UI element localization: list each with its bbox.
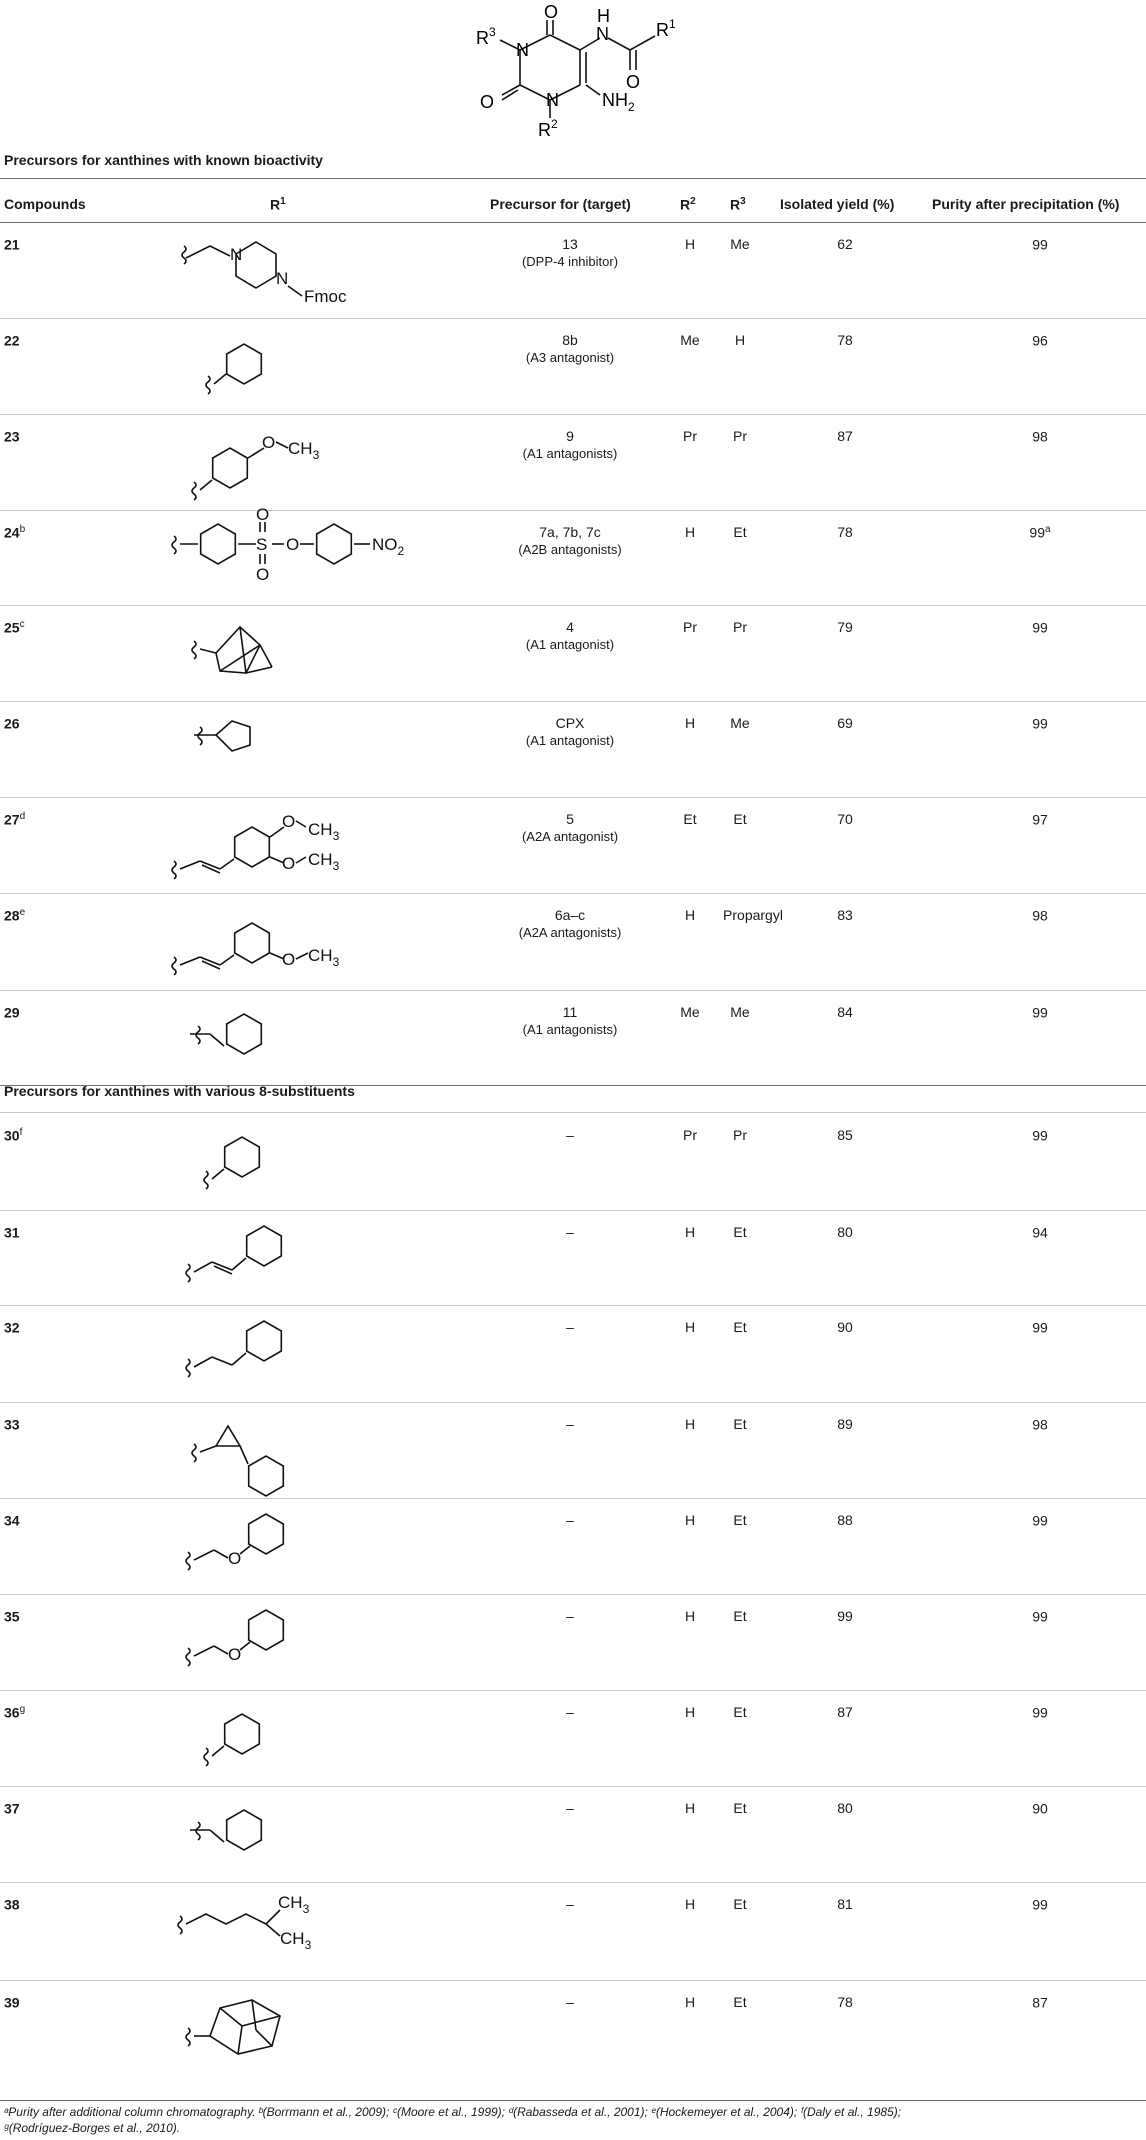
svg-text:O: O: [282, 854, 296, 873]
header-r1: $R^1$: [270, 196, 286, 213]
compound-id: 28e: [4, 907, 26, 924]
table-row: [0, 1786, 1146, 1882]
purity-cell: 99: [1032, 1608, 1048, 1625]
section-known-bioactivity: Precursors for xanthines with known bioactivity: [4, 152, 323, 168]
r1-structure-drawing: [180, 1886, 480, 1976]
compound-id: 34: [4, 1512, 20, 1529]
table-row: [0, 605, 1146, 701]
target-cell: –: [566, 1896, 574, 1912]
carbonyl-o-left: O: [480, 92, 495, 112]
purity-cell: 98: [1032, 907, 1048, 924]
r1-structure: [180, 1790, 480, 1880]
target-cell: CPX (A1 antagonist): [525, 715, 615, 748]
svg-text:O: O: [282, 812, 296, 831]
yield-cell: 90: [837, 1319, 853, 1335]
r1-structure-drawing: [180, 994, 480, 1084]
r3-cell: Et: [733, 1704, 747, 1720]
r3-cell: Et: [733, 1608, 747, 1624]
r1-structure-drawing: [180, 609, 480, 699]
compound-id: 33: [4, 1416, 20, 1433]
yield-cell: 78: [837, 332, 853, 348]
table-row: [0, 505, 1146, 605]
compound-id: 24$^b$: [4, 524, 26, 541]
yield-cell: 78: [837, 524, 853, 540]
table-row: [0, 318, 1146, 414]
r3-cell: Et: [733, 1319, 747, 1335]
r1-structure-drawing: [180, 505, 480, 604]
r1-structure-drawing: [180, 801, 480, 891]
table-row: [0, 1210, 1146, 1305]
r2-cell: H: [684, 1608, 696, 1624]
table-row: [0, 990, 1146, 1085]
compound-id: 39: [4, 1994, 20, 2011]
compound-id: 31: [4, 1224, 20, 1241]
header-r3: $R^3$: [730, 196, 746, 213]
r3-cell: H: [734, 332, 746, 348]
r3-cell: Me: [730, 715, 750, 731]
table-row: [0, 1594, 1146, 1690]
r1-structure: [180, 505, 480, 604]
r1-structure-drawing: [180, 1309, 480, 1399]
header-target: Precursor for (target): [490, 196, 631, 212]
target-cell: –: [566, 1800, 574, 1816]
r1-structure-drawing: [180, 1790, 480, 1880]
target-cell: –: [566, 1704, 574, 1720]
svg-text:CH3: $CH_3$: [308, 820, 340, 843]
yield-cell: 83: [837, 907, 853, 923]
amide-o-label: O: [626, 72, 641, 92]
compound-id: 32: [4, 1319, 20, 1336]
purity-cell: 99: [1032, 236, 1048, 253]
compound-id: 23: [4, 428, 20, 445]
yield-cell: 84: [837, 1004, 853, 1020]
yield-cell: 79: [837, 619, 853, 635]
r3-cell: Et: [733, 1416, 747, 1432]
target-cell: –: [566, 1127, 574, 1143]
r1-structure-drawing: [180, 226, 480, 316]
purity-cell: 98: [1032, 1416, 1048, 1433]
target-cell: 8b (A3 antagonist): [525, 332, 615, 365]
target-cell: –: [566, 1994, 574, 2010]
r1-structure: [180, 1694, 480, 1784]
yield-cell: 69: [837, 715, 853, 731]
yield-cell: 87: [837, 1704, 853, 1720]
r1-structure: [180, 418, 480, 508]
svg-text:O: O: [256, 505, 270, 524]
purity-cell: 87: [1032, 1994, 1048, 2011]
r1-structure: [180, 226, 480, 316]
footnote-line-2: ᵍ(Rodríguez-Borges et al., 2010).: [4, 2121, 181, 2135]
compound-id: 21: [4, 236, 20, 253]
r1-structure: [180, 1214, 480, 1304]
r2-cell: H: [684, 236, 696, 252]
nh2-label: $NH_2$: [602, 90, 635, 114]
r1-structure-drawing: [180, 705, 480, 795]
compound-id: 26: [4, 715, 20, 732]
compound-id: 38: [4, 1896, 20, 1913]
purity-cell: 98: [1032, 428, 1048, 445]
yield-cell: 85: [837, 1127, 853, 1143]
r1-structure-drawing: [180, 1984, 480, 2074]
table-row: [0, 1113, 1146, 1210]
r2-cell: Pr: [683, 1127, 697, 1143]
r2-cell: H: [684, 1319, 696, 1335]
table-row: [0, 222, 1146, 318]
table-row: [0, 1498, 1146, 1594]
r1-structure: [180, 1886, 480, 1976]
r2-cell: H: [684, 1994, 696, 2010]
r2-cell: H: [684, 1416, 696, 1432]
amide-n-label: N: [596, 24, 609, 44]
table-bottom-rule: [0, 2100, 1146, 2101]
target-cell: –: [566, 1416, 574, 1432]
svg-text:CH3: $CH_3$: [278, 1893, 310, 1916]
section-various-substituents: Precursors for xanthines with various 8-substituents: [4, 1083, 355, 1099]
svg-text:O: O: [262, 433, 276, 452]
r1-structure: [180, 1502, 480, 1592]
n1-label: N: [546, 90, 559, 110]
target-cell: –: [566, 1224, 574, 1240]
r1-structure: [180, 1984, 480, 2074]
header-yield: Isolated yield (%): [780, 196, 895, 212]
r1-structure: [180, 705, 480, 795]
r1-structure-drawing: [180, 1502, 480, 1592]
r2-cell: H: [684, 1512, 696, 1528]
compound-id: 22: [4, 332, 20, 349]
r2-cell: H: [684, 1896, 696, 1912]
compound-id: 25$^c$: [4, 619, 25, 636]
r1-structure: [180, 1309, 480, 1399]
target-cell: 5 (A2A antagonist): [521, 811, 619, 844]
section-header-rule: [0, 1112, 1146, 1113]
r1-structure: [180, 1406, 480, 1496]
svg-text:CH3: $CH_3$: [308, 850, 340, 873]
r2-cell: Pr: [683, 428, 697, 444]
yield-cell: 80: [837, 1224, 853, 1240]
compound-id: 37: [4, 1800, 20, 1817]
yield-cell: 81: [837, 1896, 853, 1912]
scaffold-structure: [440, 0, 700, 150]
r3-cell: Pr: [733, 1127, 747, 1143]
r1-structure-drawing: [180, 1598, 480, 1688]
target-cell: 11 (A1 antagonists): [522, 1004, 618, 1037]
r1-structure-drawing: [180, 1406, 480, 1496]
purity-cell: 97: [1032, 811, 1048, 828]
svg-text:O: O: [286, 535, 300, 554]
svg-text:N: N: [276, 269, 289, 288]
svg-text:CH3: $CH_3$: [288, 439, 320, 462]
table-row: [0, 1980, 1146, 2098]
r1-structure: [180, 897, 480, 987]
svg-text:CH3: $CH_3$: [308, 946, 340, 969]
r1-structure: [180, 322, 480, 412]
r2-cell: H: [684, 1704, 696, 1720]
target-cell: 4 (A1 antagonist): [525, 619, 615, 652]
table-row: [0, 414, 1146, 510]
carbonyl-o-top: O: [544, 2, 559, 22]
r3-cell: Pr: [733, 619, 747, 635]
svg-text:O: O: [282, 950, 296, 969]
header-compounds: Compounds: [4, 196, 86, 212]
purity-cell: 99: [1032, 619, 1048, 636]
purity-cell: 99: [1032, 1319, 1048, 1336]
r3-cell: Et: [733, 1800, 747, 1816]
table-top-rule: [0, 178, 1146, 179]
r2-cell: Pr: [683, 619, 697, 635]
purity-cell: 99: [1032, 1127, 1048, 1144]
r2-cell: H: [684, 524, 696, 540]
r1-structure: [180, 1598, 480, 1688]
purity-cell: 99: [1032, 1004, 1048, 1021]
table-row: [0, 1402, 1146, 1498]
yield-cell: 99: [837, 1608, 853, 1624]
r1-structure-drawing: [180, 1214, 480, 1304]
r3-cell: Et: [733, 811, 747, 827]
r1-structure: [180, 994, 480, 1084]
footnote-line-1: ᵃPurity after additional column chromatography. ᵇ(Borrmann et al., 2009); ᶜ(Moore et al., 1999); ᵈ(Rabasseda et al., 2001); ᵉ(Hockemeyer et al., 2004); ᶠ(Daly et al., 1985);: [4, 2105, 902, 2119]
r1-structure: [180, 801, 480, 891]
r1-structure-drawing: [180, 322, 480, 412]
r3-cell: Et: [733, 524, 747, 540]
compound-id: 36$^g$: [4, 1704, 26, 1721]
yield-cell: 88: [837, 1512, 853, 1528]
compound-id: 27$^d$: [4, 811, 26, 828]
r3-cell: Me: [730, 236, 750, 252]
r3-cell: Propargyl: [723, 907, 783, 923]
purity-cell: 99: [1032, 1512, 1048, 1529]
amide-h-label: H: [597, 6, 610, 26]
yield-cell: 78: [837, 1994, 853, 2010]
r3-cell: Et: [733, 1512, 747, 1528]
purity-cell: 99: [1032, 1896, 1048, 1913]
n3-label: N: [516, 40, 529, 60]
target-cell: –: [566, 1608, 574, 1624]
r2-cell: Me: [680, 1004, 700, 1020]
purity-cell: 94: [1032, 1224, 1048, 1241]
target-cell: 9 (A1 antagonists): [522, 428, 618, 461]
target-cell: –: [566, 1512, 574, 1528]
yield-cell: 80: [837, 1800, 853, 1816]
yield-cell: 87: [837, 428, 853, 444]
r1-structure-drawing: [180, 418, 480, 508]
compound-id: 35: [4, 1608, 20, 1625]
table-row: [0, 1690, 1146, 1786]
table-row: [0, 1305, 1146, 1402]
compound-id: 30$^f$: [4, 1127, 23, 1144]
r2-label: $R^2$: [538, 117, 558, 140]
r1-structure-drawing: [180, 897, 480, 987]
svg-text:N: N: [230, 245, 243, 264]
svg-text:O: O: [256, 565, 270, 584]
r3-cell: Et: [733, 1994, 747, 2010]
r1-structure: [180, 1117, 480, 1207]
r2-cell: H: [684, 1224, 696, 1240]
purity-cell: 99: [1032, 1704, 1048, 1721]
svg-text:O: O: [228, 1645, 242, 1664]
yield-cell: 70: [837, 811, 853, 827]
table-row: [0, 701, 1146, 797]
table-row: [0, 893, 1146, 990]
purity-cell: 99: [1032, 715, 1048, 732]
table-row: [0, 797, 1146, 893]
r2-cell: H: [684, 907, 696, 923]
r3-cell: Me: [730, 1004, 750, 1020]
r1-structure-drawing: [180, 1117, 480, 1207]
svg-text:CH3: $CH_3$: [280, 1929, 312, 1952]
svg-text:Fmoc: Fmoc: [304, 287, 347, 306]
target-cell: –: [566, 1319, 574, 1335]
svg-text:O: O: [228, 1549, 242, 1568]
svg-text:S: S: [256, 535, 268, 554]
header-r2: $R^2$: [680, 196, 696, 213]
target-cell: 13 (DPP-4 inhibitor): [521, 236, 619, 269]
r3-label: $R^3$: [476, 25, 496, 48]
r1-label: $R^1$: [656, 17, 676, 40]
target-cell: 7a, 7b, 7c (A2B antagonists): [518, 524, 622, 557]
purity-cell: 90: [1032, 1800, 1048, 1817]
yield-cell: 62: [837, 236, 853, 252]
r3-cell: Et: [733, 1224, 747, 1240]
yield-cell: 89: [837, 1416, 853, 1432]
r2-cell: H: [684, 715, 696, 731]
r3-cell: Et: [733, 1896, 747, 1912]
table-row: [0, 1882, 1146, 1980]
svg-text:NO2: $NO_2$: [372, 535, 405, 558]
purity-cell: 99$^a$: [1029, 524, 1051, 541]
header-purity: Purity after precipitation (%): [932, 196, 1120, 212]
target-cell: 6a–c (A2A antagonists): [518, 907, 622, 940]
r1-structure: [180, 609, 480, 699]
r2-cell: Me: [680, 332, 700, 348]
purity-cell: 96: [1032, 332, 1048, 349]
compound-id: 29: [4, 1004, 20, 1021]
r3-cell: Pr: [733, 428, 747, 444]
r2-cell: H: [684, 1800, 696, 1816]
r2-cell: Et: [683, 811, 697, 827]
r1-structure-drawing: [180, 1694, 480, 1784]
